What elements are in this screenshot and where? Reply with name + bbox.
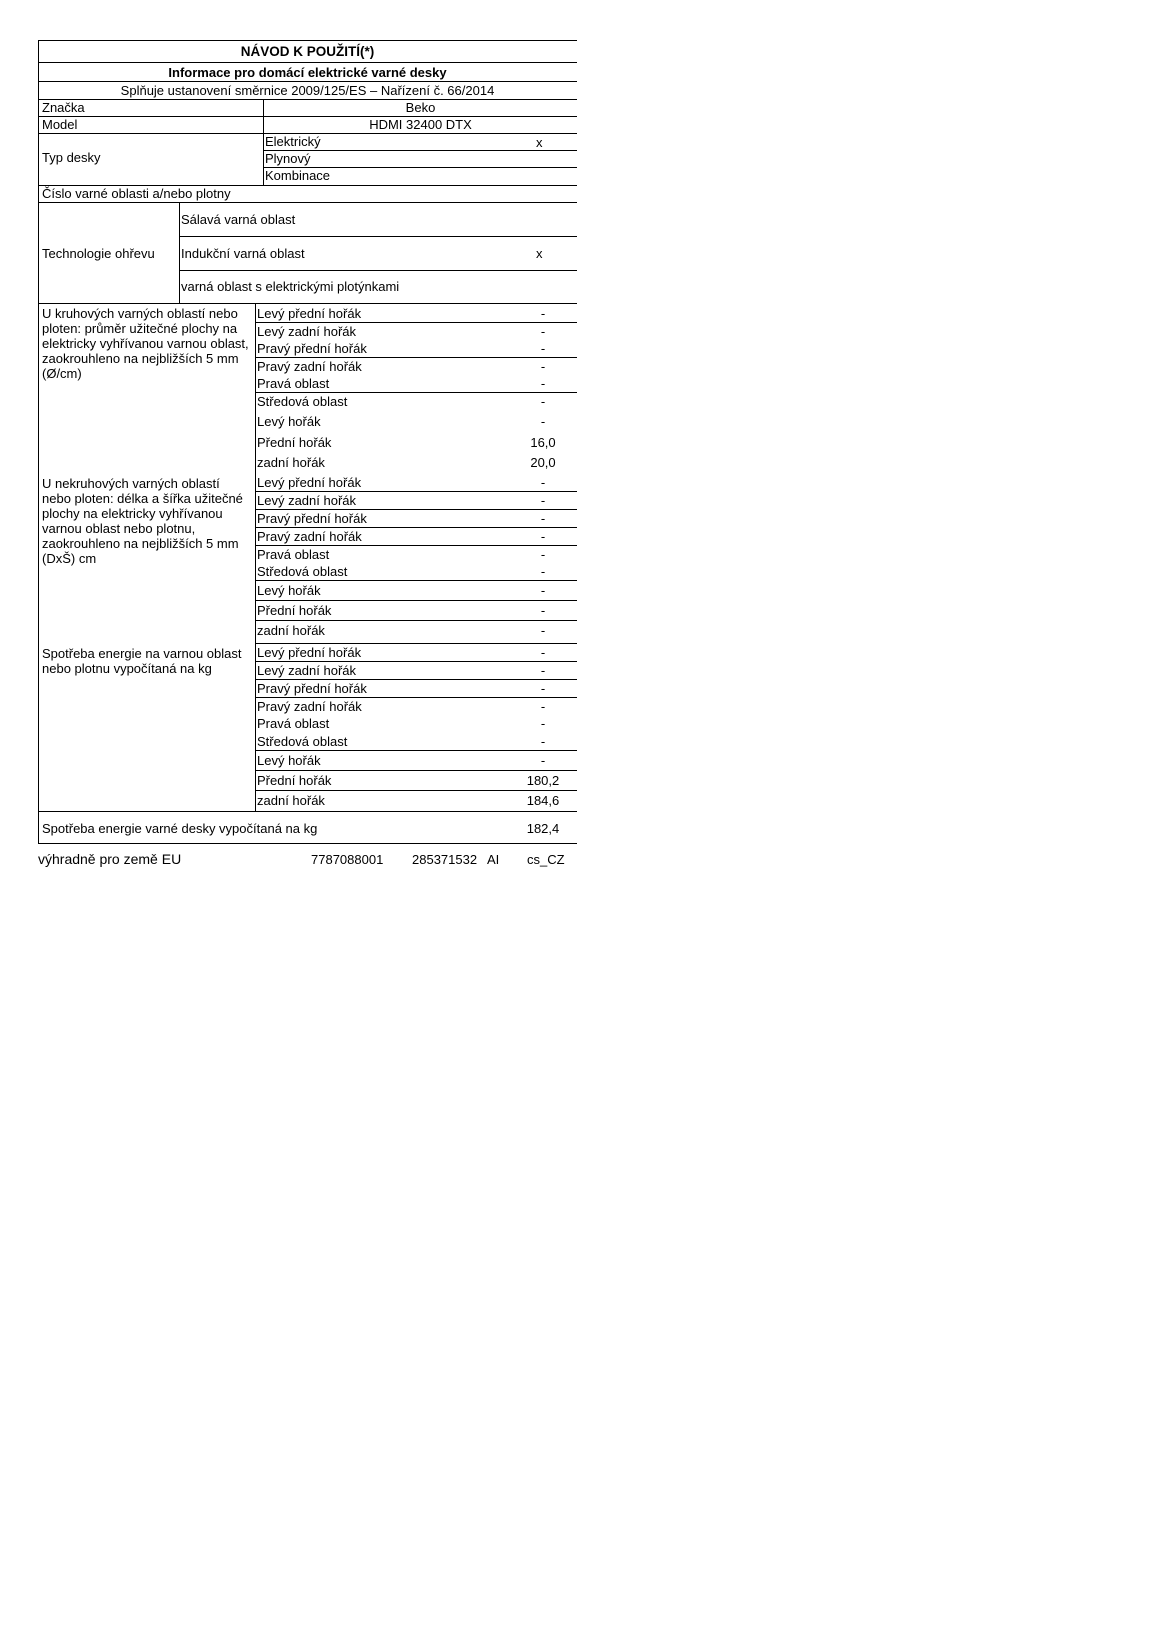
row-label: Přední hořák	[257, 773, 332, 788]
row-label: Středová oblast	[257, 394, 348, 409]
hob-type-option-gas: Plynový	[265, 151, 311, 166]
row-value: -	[540, 306, 546, 321]
row-value: -	[540, 681, 546, 696]
hob-type-option-electric: Elektrický	[265, 134, 321, 149]
row-label: Přední hořák	[257, 603, 332, 618]
heating-tech-solid-plates: varná oblast s elektrickými plotýnkami	[181, 279, 400, 294]
row-value: 20,0	[530, 455, 556, 470]
hob-energy-value: 182,4	[526, 821, 560, 836]
brand-value: Beko	[405, 100, 436, 115]
document-code-2-suffix: AI	[487, 852, 500, 867]
row-label: zadní hořák	[257, 455, 325, 470]
row-label: Pravá oblast	[257, 547, 330, 562]
document-title: NÁVOD K POUŽITÍ(*)	[240, 44, 375, 59]
row-value: -	[540, 376, 546, 391]
heating-tech-radiant: Sálavá varná oblast	[181, 212, 296, 227]
row-label: Pravý zadní hořák	[257, 359, 362, 374]
document-code-2: 285371532	[412, 852, 478, 867]
row-value: -	[540, 324, 546, 339]
document-subtitle: Informace pro domácí elektrické varné desky	[168, 65, 447, 80]
circular-zones-label: U kruhových varných oblastí nebo ploten: průměr užitečné plochy na elektricky vyhřívanou varnou oblast, zaokrouhleno na nejbližších 5 mm (Ø/cm)	[42, 306, 249, 381]
row-label: Pravý zadní hořák	[257, 529, 362, 544]
row-label: Levý zadní hořák	[257, 663, 357, 678]
row-label: Levý zadní hořák	[257, 493, 357, 508]
row-value: -	[540, 359, 546, 374]
row-value: -	[540, 753, 546, 768]
hob-type-label: Typ desky	[42, 150, 101, 165]
hob-type-electric-mark: x	[536, 135, 543, 150]
hob-type-option-combination: Kombinace	[265, 168, 331, 183]
row-label: Levý zadní hořák	[257, 324, 357, 339]
hob-energy-label: Spotřeba energie varné desky vypočítaná na kg	[42, 821, 318, 836]
row-value: -	[540, 663, 546, 678]
row-value: -	[540, 734, 546, 749]
row-value: -	[540, 564, 546, 579]
row-label: Levý přední hořák	[257, 645, 362, 660]
noncircular-zones-label: U nekruhových varných oblastí nebo ploten: délka a šířka užitečné plochy na elektricky vyhřívanou varnou oblast nebo plotnu, zaokrouhleno na nejbližších 5 mm (DxŠ) cm	[42, 476, 243, 566]
row-label: Levý přední hořák	[257, 306, 362, 321]
eu-only-note: výhradně pro země EU	[38, 851, 182, 867]
row-label: Levý hořák	[257, 753, 321, 768]
row-value: -	[540, 699, 546, 714]
row-label: Středová oblast	[257, 564, 348, 579]
locale-code: cs_CZ	[527, 852, 565, 867]
row-value: 184,6	[526, 793, 560, 808]
row-label: Pravý přední hořák	[257, 511, 367, 526]
row-label: Pravý přední hořák	[257, 341, 367, 356]
row-value: -	[540, 583, 546, 598]
row-label: Levý přední hořák	[257, 475, 362, 490]
row-value: -	[540, 394, 546, 409]
row-value: -	[540, 716, 546, 731]
row-value: -	[540, 341, 546, 356]
row-value: -	[540, 529, 546, 544]
row-value: 16,0	[530, 435, 556, 450]
compliance-note: Splňuje ustanovení směrnice 2009/125/ES – Nařízení č. 66/2014	[120, 83, 495, 98]
row-value: 180,2	[526, 773, 560, 788]
row-label: Středová oblast	[257, 734, 348, 749]
heating-tech-induction: Indukční varná oblast	[181, 246, 305, 261]
model-label: Model	[42, 117, 78, 132]
energy-per-zone-label: Spotřeba energie na varnou oblast nebo plotnu vypočítaná na kg	[42, 646, 242, 676]
zone-count-label: Číslo varné oblasti a/nebo plotny	[42, 186, 231, 201]
row-value: -	[540, 623, 546, 638]
row-label: Levý hořák	[257, 583, 321, 598]
row-value: -	[540, 603, 546, 618]
heating-tech-label: Technologie ohřevu	[42, 246, 155, 261]
row-label: Pravá oblast	[257, 716, 330, 731]
row-label: Přední hořák	[257, 435, 332, 450]
row-label: zadní hořák	[257, 623, 325, 638]
row-value: -	[540, 645, 546, 660]
row-value: -	[540, 475, 546, 490]
row-value: -	[540, 493, 546, 508]
model-value: HDMI 32400 DTX	[369, 117, 472, 132]
row-value: -	[540, 547, 546, 562]
row-label: Pravý přední hořák	[257, 681, 367, 696]
row-label: Pravý zadní hořák	[257, 699, 362, 714]
row-label: zadní hořák	[257, 793, 325, 808]
row-value: -	[540, 511, 546, 526]
row-label: Levý hořák	[257, 414, 321, 429]
row-label: Pravá oblast	[257, 376, 330, 391]
row-value: -	[540, 414, 546, 429]
heating-tech-induction-mark: x	[536, 246, 543, 261]
brand-label: Značka	[42, 100, 85, 115]
document-code-1: 7787088001	[311, 852, 384, 867]
